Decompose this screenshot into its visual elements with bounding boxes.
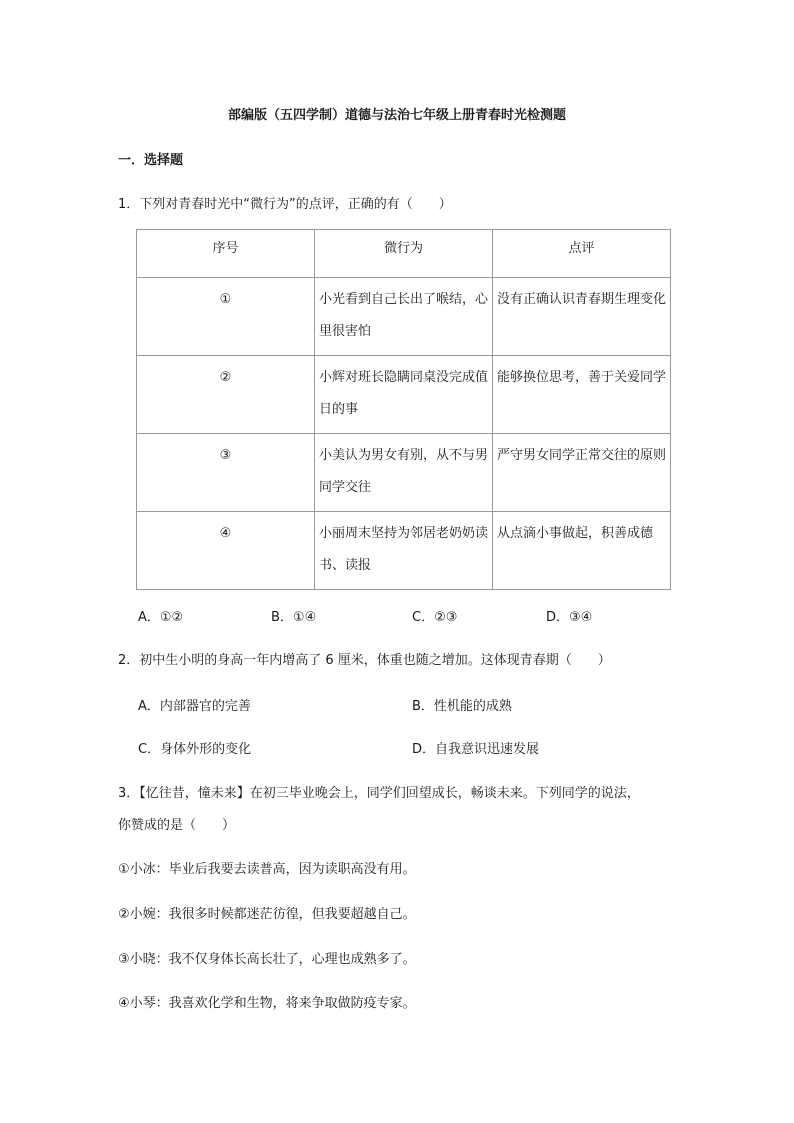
question-2-option-b: B．性机能的成熟 bbox=[412, 699, 512, 714]
question-3-stem-line-2: 你赞成的是（ ） bbox=[118, 818, 236, 833]
question-1-option-c: C．②③ bbox=[412, 610, 458, 625]
table-cell-behavior: 小美认为男女有别，从不与男同学交往 bbox=[315, 434, 493, 512]
question-3-statement-4: ④小琴：我喜欢化学和生物，将来争取做防疫专家。 bbox=[118, 996, 416, 1011]
table-row bbox=[137, 434, 671, 512]
question-2-option-c: C．身体外形的变化 bbox=[138, 742, 252, 757]
table-cell-number: ① bbox=[137, 278, 315, 356]
table-cell-behavior: 小辉对班长隐瞒同桌没完成值日的事 bbox=[315, 356, 493, 434]
page-title: 部编版（五四学制）道德与法治七年级上册青春时光检测题 bbox=[227, 108, 566, 123]
table-cell-comment: 从点滴小事做起，积善成德 bbox=[493, 512, 671, 590]
question-3-statement-3: ③小晓：我不仅身体长高长壮了，心理也成熟多了。 bbox=[118, 952, 416, 967]
table-cell-number: ③ bbox=[137, 434, 315, 512]
question-1-option-d: D．③④ bbox=[546, 610, 593, 625]
table-header-behavior: 微行为 bbox=[315, 230, 493, 278]
table-row bbox=[137, 278, 671, 356]
section-heading: 一．选择题 bbox=[118, 153, 184, 168]
table-header-comment: 点评 bbox=[493, 230, 671, 278]
question-1-stem: 1．下列对青春时光中“微行为”的点评，正确的有（ ） bbox=[118, 197, 452, 212]
table-row bbox=[137, 512, 671, 590]
table-cell-comment: 能够换位思考，善于关爱同学 bbox=[493, 356, 671, 434]
question-1-table bbox=[136, 229, 671, 590]
table-header-row bbox=[137, 230, 671, 278]
table-cell-comment: 没有正确认识青春期生理变化 bbox=[493, 278, 671, 356]
table-cell-behavior: 小丽周末坚持为邻居老奶奶读书、读报 bbox=[315, 512, 493, 590]
question-1-option-a: A．①② bbox=[138, 610, 184, 625]
table-row bbox=[137, 356, 671, 434]
question-2-stem: 2．初中生小明的身高一年内增高了 6 厘米，体重也随之增加。这体现青春期（ ） bbox=[118, 653, 611, 668]
question-1-option-b: B．①④ bbox=[271, 610, 317, 625]
question-3-stem-line-1: 3．【忆往昔，憧未来】在初三毕业晚会上，同学们回望成长，畅谈未来。下列同学的说法， bbox=[118, 786, 640, 801]
question-3-statement-2: ②小婉：我很多时候都迷茫彷徨，但我要超越自己。 bbox=[118, 907, 416, 922]
table-cell-number: ② bbox=[137, 356, 315, 434]
table-header-number: 序号 bbox=[137, 230, 315, 278]
table-cell-behavior: 小光看到自己长出了喉结，心里很害怕 bbox=[315, 278, 493, 356]
table-cell-comment: 严守男女同学正常交往的原则 bbox=[493, 434, 671, 512]
table-cell-number: ④ bbox=[137, 512, 315, 590]
question-2-option-a: A．内部器官的完善 bbox=[138, 699, 251, 714]
question-2-option-d: D．自我意识迅速发展 bbox=[412, 742, 540, 757]
question-3-statement-1: ①小冰：毕业后我要去读普高，因为读职高没有用。 bbox=[118, 862, 416, 877]
